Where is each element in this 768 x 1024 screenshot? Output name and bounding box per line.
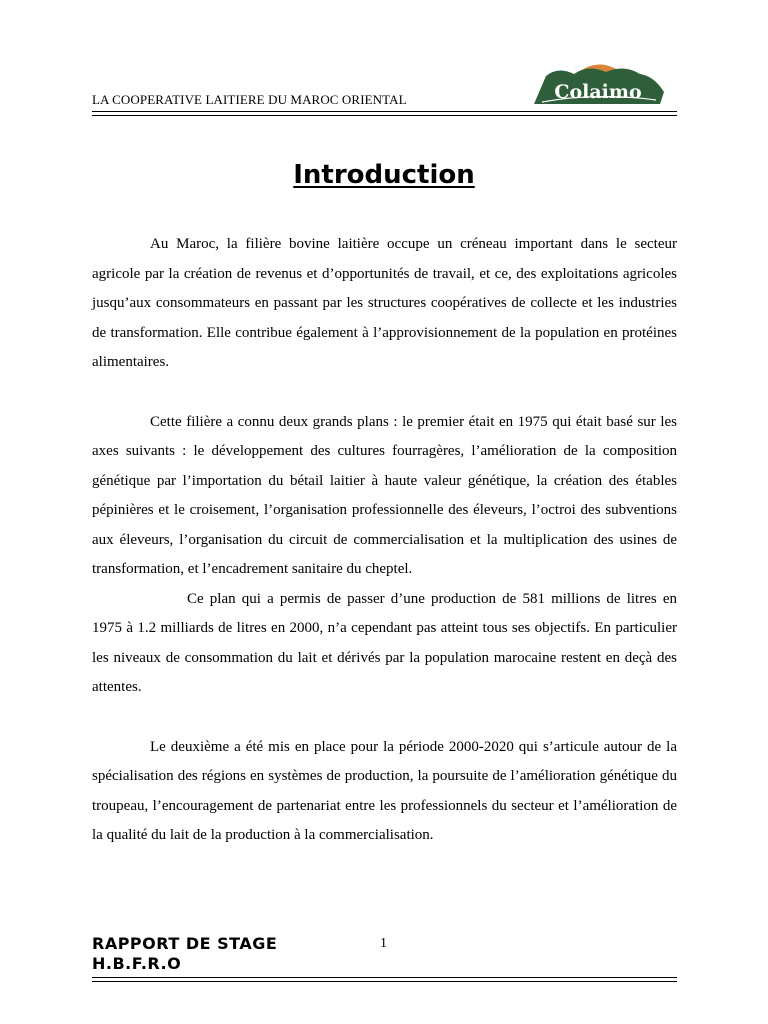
header-organization-name: LA COOPERATIVE LAITIERE DU MAROC ORIENTAL — [92, 92, 407, 107]
footer-report-line-2: H.B.F.R.O — [92, 954, 182, 973]
footer-report-label — [92, 934, 277, 974]
footer-rule-top — [92, 977, 677, 978]
page-number: 1 — [380, 936, 387, 951]
paragraph-2: Cette filière a connu deux grands plans : le premier était en 1975 qui était basé sur les axes suivants : le développement des cultures fourragères, l’amélioration de la composition génétique par l’importation du bétail laitier à haute valeur génétique, la création des étables pépinières et le croisement, l’organisation professionnelle des éleveurs, l’octroi des subventions aux éleveurs, l’organisation du circuit de commercialisation et la multiplication des usines de transformation, et l’encadrement sanitaire du cheptel. — [92, 413, 677, 577]
header-rule-bottom — [92, 115, 677, 116]
footer-rule-bottom — [92, 981, 677, 982]
document-title: Introduction — [293, 160, 475, 190]
footer-report-line-1: RAPPORT DE STAGE — [92, 934, 278, 953]
paragraph-3: Ce plan qui a permis de passer d’une production de 581 millions de litres en 1975 à 1.2 milliards de litres en 2000, n’a cependant pas atteint tous ses objectifs. En particulier les niveaux de consommation du lait et dérivés par la population marocaine restent en deçà des attentes. — [92, 590, 677, 695]
paragraph-1: Au Maroc, la filière bovine laitière occupe un créneau important dans le secteur agricole par la création de revenus et d’opportunités de travail, et ce, des exploitations agricoles jusqu’aux consommateurs en passant par les structures coopératives de collecte et les industries de transformation. Elle contribue également à l’approvisionnement de la population en protéines alimentaires. — [92, 236, 677, 370]
document-body — [92, 230, 677, 851]
colaimo-logo — [528, 56, 668, 108]
header-rule-top — [92, 111, 677, 112]
paragraph-4: Le deuxième a été mis en place pour la période 2000-2020 qui s’articule autour de la spécialisation des régions en systèmes de production, la poursuite de l’amélioration génétique du troupeau, l’encouragement de partenariat entre les professionnels du secteur et l’amélioration de la qualité du lait de la production à la commercialisation. — [92, 738, 677, 843]
svg-text:Colaimo: Colaimo — [554, 81, 642, 103]
